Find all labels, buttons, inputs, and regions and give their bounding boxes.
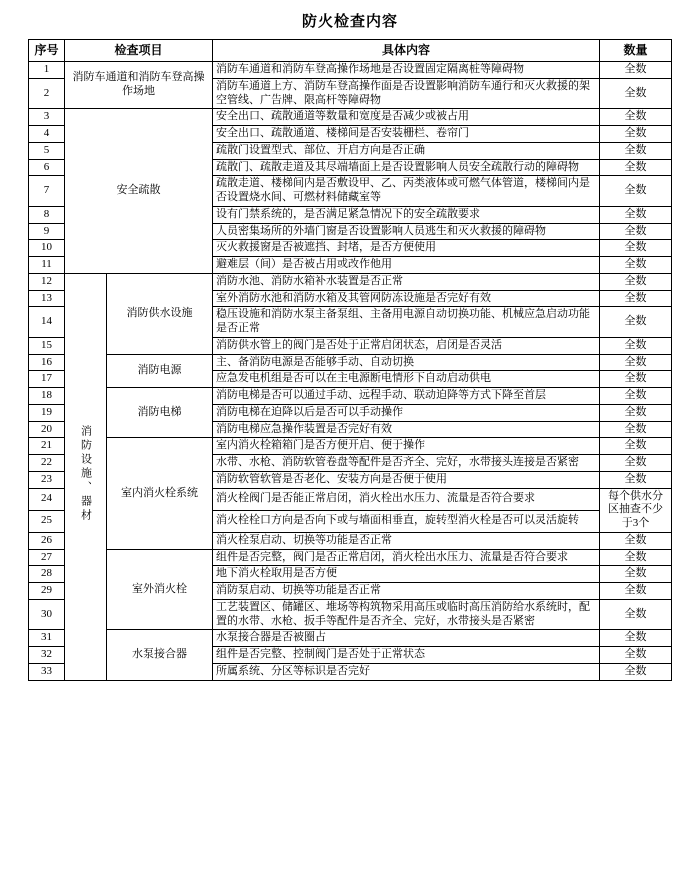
column-header-qty: 数量 <box>600 40 672 62</box>
row-no: 24 <box>29 488 65 510</box>
row-detail: 消火栓栓口方向是否向下或与墙面相垂直，旋转型消火栓是否可以灵活旋转 <box>213 510 600 532</box>
row-qty: 全数 <box>600 109 672 126</box>
row-detail: 组件是否完整，阀门是否正常启闭，消火栓出水压力、流量是否符合要求 <box>213 549 600 566</box>
row-no: 5 <box>29 142 65 159</box>
table-row <box>29 438 672 455</box>
row-qty: 全数 <box>600 176 672 207</box>
row-detail: 水带、水枪、消防软管卷盘等配件是否齐全、完好，水带接头连接是否紧密 <box>213 455 600 472</box>
row-qty: 全数 <box>600 471 672 488</box>
row-no: 31 <box>29 630 65 647</box>
subgroup-label-indoor-hydrant: 室内消火栓系统 <box>107 438 213 549</box>
row-no: 22 <box>29 455 65 472</box>
row-no: 2 <box>29 78 65 109</box>
row-no: 8 <box>29 206 65 223</box>
row-no: 18 <box>29 388 65 405</box>
group-label-safe-evacuation: 安全疏散 <box>65 109 213 274</box>
row-qty: 全数 <box>600 142 672 159</box>
row-qty: 全数 <box>600 630 672 647</box>
row-detail: 消防泵启动、切换等功能是否正常 <box>213 583 600 600</box>
row-qty: 全数 <box>600 354 672 371</box>
row-no: 1 <box>29 62 65 79</box>
row-qty: 全数 <box>600 257 672 274</box>
row-qty: 全数 <box>600 78 672 109</box>
row-detail: 室内消火栓箱箱门是否方便开启、便于操作 <box>213 438 600 455</box>
row-detail: 消火栓阀门是否能正常启闭，消火栓出水压力、流量是否符合要求 <box>213 488 600 510</box>
row-qty: 全数 <box>600 307 672 338</box>
row-detail: 所属系统、分区等标识是否完好 <box>213 663 600 680</box>
row-qty: 全数 <box>600 337 672 354</box>
row-detail: 稳压设施和消防水泵主备泵组、主备用电源自动切换功能、机械应急启动功能是否正常 <box>213 307 600 338</box>
row-detail: 疏散门设置型式、部位、开启方向是否正确 <box>213 142 600 159</box>
row-detail: 疏散门、疏散走道及其尽端墙面上是否设置影响人员安全疏散行动的障碍物 <box>213 159 600 176</box>
row-detail: 消防电梯在迫降以后是否可以手动操作 <box>213 404 600 421</box>
row-no: 21 <box>29 438 65 455</box>
page-title: 防火检查内容 <box>301 14 398 30</box>
row-qty: 全数 <box>600 455 672 472</box>
row-qty: 全数 <box>600 583 672 600</box>
row-qty: 全数 <box>600 663 672 680</box>
row-qty: 全数 <box>600 647 672 664</box>
fire-inspection-table <box>28 39 672 681</box>
row-no: 30 <box>29 599 65 630</box>
row-no: 28 <box>29 566 65 583</box>
row-detail: 消防软管软管是否老化、安装方向是否便于使用 <box>213 471 600 488</box>
row-no: 4 <box>29 126 65 143</box>
row-no: 13 <box>29 290 65 307</box>
row-detail: 消火栓泵启动、切换等功能是否正常 <box>213 532 600 549</box>
row-detail: 人员密集场所的外墙门窗是否设置影响人员逃生和灭火救援的障碍物 <box>213 223 600 240</box>
subgroup-label-power-supply: 消防电源 <box>107 354 213 388</box>
table-row <box>29 549 672 566</box>
row-qty: 全数 <box>600 566 672 583</box>
column-header-item: 检查项目 <box>65 40 213 62</box>
table-row <box>29 273 672 290</box>
row-no: 32 <box>29 647 65 664</box>
row-no: 26 <box>29 532 65 549</box>
group-label-vehicle-access: 消防车通道和消防车登高操作场地 <box>65 62 213 109</box>
row-detail: 消防电梯是否可以通过手动、远程手动、联动迫降等方式下降至首层 <box>213 388 600 405</box>
table-row <box>29 354 672 371</box>
table-row <box>29 62 672 79</box>
row-qty: 全数 <box>600 388 672 405</box>
row-no: 14 <box>29 307 65 338</box>
row-no: 16 <box>29 354 65 371</box>
row-qty: 全数 <box>600 532 672 549</box>
column-header-no: 序号 <box>29 40 65 62</box>
row-detail: 应急发电机组是否可以在主电源断电情形下自动启动供电 <box>213 371 600 388</box>
table-row <box>29 109 672 126</box>
row-qty: 全数 <box>600 273 672 290</box>
row-detail: 安全出口、疏散通道、楼梯间是否安装栅栏、卷帘门 <box>213 126 600 143</box>
row-qty: 全数 <box>600 223 672 240</box>
row-no: 19 <box>29 404 65 421</box>
row-no: 20 <box>29 421 65 438</box>
row-detail: 消防车通道和消防车登高操作场地是否设置固定隔离桩等障碍物 <box>213 62 600 79</box>
row-no: 6 <box>29 159 65 176</box>
subgroup-label-fire-elevator: 消防电梯 <box>107 388 213 438</box>
subgroup-label-pump-connector: 水泵接合器 <box>107 630 213 680</box>
row-qty: 全数 <box>600 62 672 79</box>
row-no: 27 <box>29 549 65 566</box>
row-no: 25 <box>29 510 65 532</box>
row-no: 23 <box>29 471 65 488</box>
row-qty: 全数 <box>600 599 672 630</box>
row-qty: 全数 <box>600 159 672 176</box>
row-detail: 消防供水管上的阀门是否处于正常启闭状态，启闭是否灵活 <box>213 337 600 354</box>
row-detail: 主、备消防电源是否能够手动、自动切换 <box>213 354 600 371</box>
row-qty: 全数 <box>600 240 672 257</box>
row-detail: 消防电梯应急操作装置是否完好有效 <box>213 421 600 438</box>
row-no: 10 <box>29 240 65 257</box>
row-detail: 灭火救援窗是否被遮挡、封堵，是否方便使用 <box>213 240 600 257</box>
row-no: 15 <box>29 337 65 354</box>
row-qty: 全数 <box>600 549 672 566</box>
row-qty: 全数 <box>600 290 672 307</box>
row-qty: 全数 <box>600 126 672 143</box>
table-row <box>29 630 672 647</box>
column-header-detail: 具体内容 <box>213 40 600 62</box>
subgroup-label-water-supply: 消防供水设施 <box>107 273 213 354</box>
row-qty: 全数 <box>600 371 672 388</box>
row-no: 3 <box>29 109 65 126</box>
row-qty: 全数 <box>600 206 672 223</box>
row-no: 11 <box>29 257 65 274</box>
row-qty: 全数 <box>600 421 672 438</box>
row-detail: 避难层（间）是否被占用或改作他用 <box>213 257 600 274</box>
row-detail: 组件是否完整、控制阀门是否处于正常状态 <box>213 647 600 664</box>
row-qty: 全数 <box>600 438 672 455</box>
row-detail: 设有门禁系统的，是否满足紧急情况下的安全疏散要求 <box>213 206 600 223</box>
group-label-fire-facilities-text: 消防设施、器材 <box>79 425 92 524</box>
table-header-row <box>29 40 672 62</box>
row-no: 17 <box>29 371 65 388</box>
row-no: 9 <box>29 223 65 240</box>
row-detail: 地下消火栓取用是否方便 <box>213 566 600 583</box>
group-label-fire-facilities <box>65 273 107 680</box>
row-detail: 室外消防水池和消防水箱及其管网防冻设施是否完好有效 <box>213 290 600 307</box>
row-detail: 疏散走道、楼梯间内是否敷设甲、乙、丙类液体或可燃气体管道，楼梯间内是否设置烧水间、可燃材料储藏室等 <box>213 176 600 207</box>
row-detail: 消防车通道上方、消防车登高操作面是否设置影响消防车通行和灭火救援的架空管线、广告牌、限高杆等障碍物 <box>213 78 600 109</box>
row-no: 12 <box>29 273 65 290</box>
row-no: 29 <box>29 583 65 600</box>
row-qty: 全数 <box>600 404 672 421</box>
row-qty: 每个供水分区抽查不少于3个 <box>600 488 672 532</box>
row-detail: 安全出口、疏散通道等数量和宽度是否减少或被占用 <box>213 109 600 126</box>
row-detail: 工艺装置区、储罐区、堆场等构筑物采用高压或临时高压消防给水系统时，配置的水带、水枪、扳手等配件是否齐全、完好，水带接头是否紧密 <box>213 599 600 630</box>
row-no: 33 <box>29 663 65 680</box>
table-row <box>29 388 672 405</box>
row-detail: 水泵接合器是否被圈占 <box>213 630 600 647</box>
row-detail: 消防水池、消防水箱补水装置是否正常 <box>213 273 600 290</box>
subgroup-label-outdoor-hydrant: 室外消火栓 <box>107 549 213 630</box>
row-no: 7 <box>29 176 65 207</box>
